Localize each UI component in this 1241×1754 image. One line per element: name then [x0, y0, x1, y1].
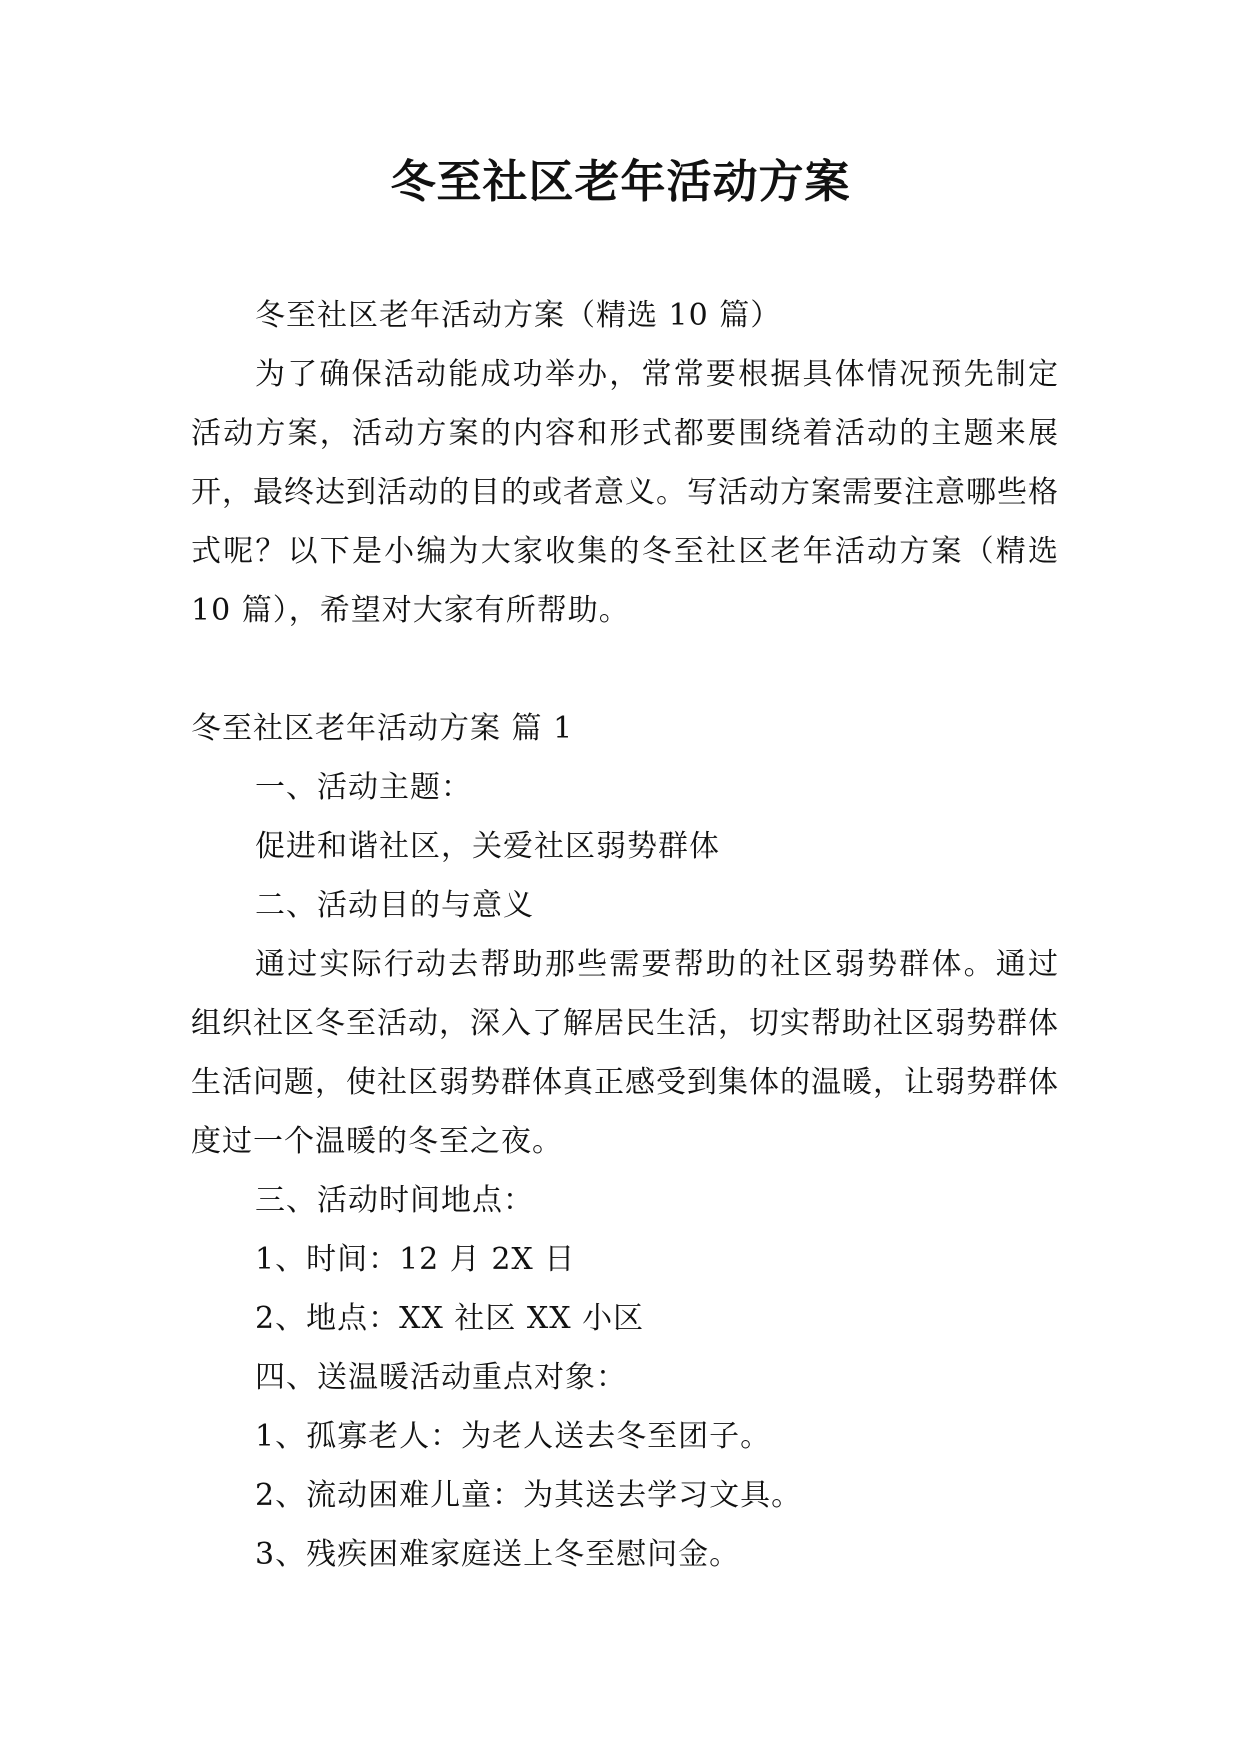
intro-heading: 冬至社区老年活动方案（精选 10 篇） [255, 298, 782, 333]
purpose-heading: 二、活动目的与意义 [255, 888, 534, 923]
target-item-2: 2、流动困难儿童：为其送去学习文具。 [255, 1478, 803, 1513]
intro-paragraph: 为了确保活动能成功举办，常常要根据具体情况预先制定活动方案，活动方案的内容和形式都要围绕着活动的主题来展开，最终达到活动的目的或者意义。写活动方案需要注意哪些格式呢？以下是小编为大家收集的冬至社区老年活动方案（精选 10 篇），希望对大家有所帮助。 [191, 357, 1059, 628]
time-place-heading: 三、活动时间地点： [255, 1183, 534, 1218]
paragraph-gap [191, 640, 1059, 699]
document-title: 冬至社区老年活动方案 [390, 155, 851, 208]
target-item-1: 1、孤寡老人：为老人送去冬至团子。 [255, 1419, 772, 1454]
targets-heading: 四、送温暖活动重点对象： [255, 1360, 627, 1395]
purpose-paragraph: 通过实际行动去帮助那些需要帮助的社区弱势群体。通过组织社区冬至活动，深入了解居民生活，切实帮助社区弱势群体生活问题，使社区弱势群体真正感受到集体的温暖，让弱势群体度过一个温暖的冬至之夜。 [191, 947, 1059, 1159]
place-item: 2、地点：XX 社区 XX 小区 [255, 1301, 645, 1336]
activity-theme-heading: 一、活动主题： [255, 770, 472, 805]
activity-theme-text: 促进和谐社区，关爱社区弱势群体 [255, 829, 720, 864]
section-heading: 冬至社区老年活动方案 篇 1 [191, 711, 574, 746]
target-item-3: 3、残疾困难家庭送上冬至慰问金。 [255, 1537, 741, 1572]
time-item: 1、时间：12 月 2X 日 [255, 1242, 576, 1277]
document-body [191, 286, 1059, 1584]
